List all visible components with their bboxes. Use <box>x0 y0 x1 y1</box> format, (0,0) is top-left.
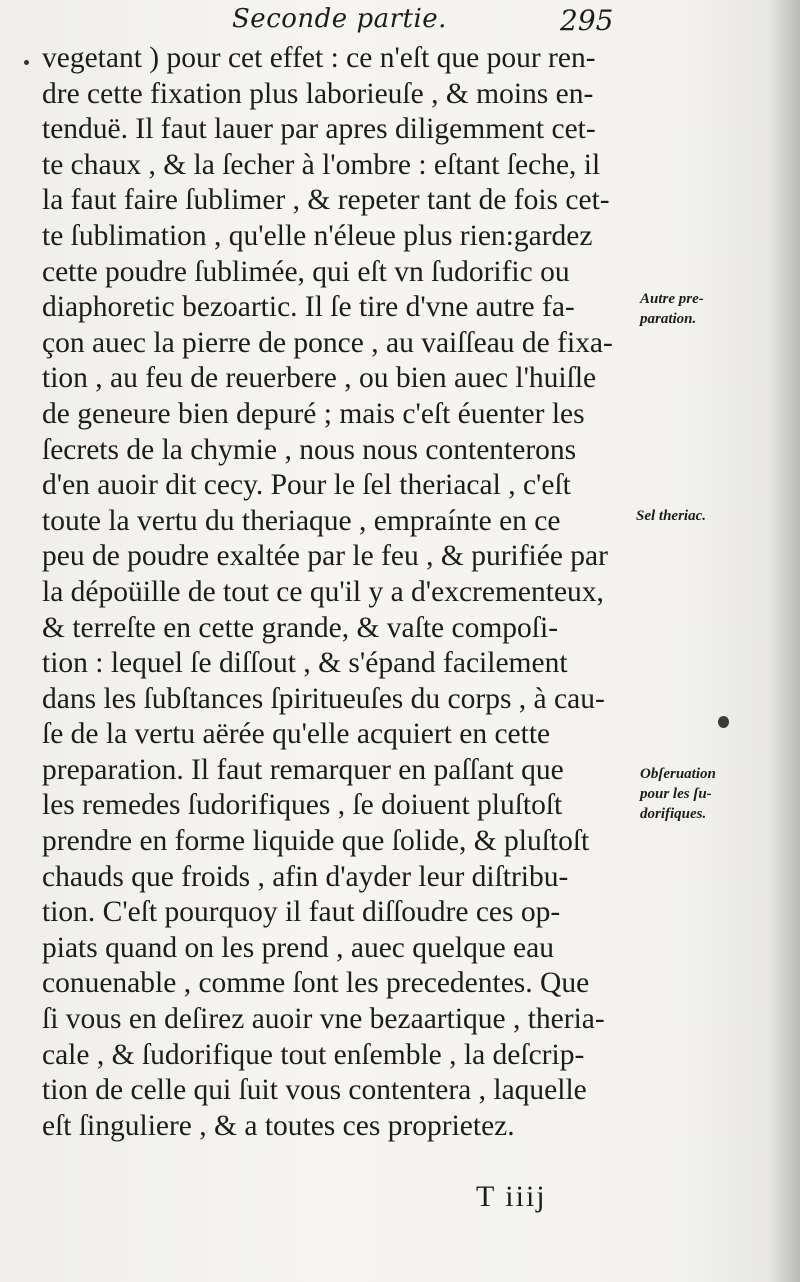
text-line: cette poudre ſublimée, qui eſt vn ſudorific ou <box>42 255 570 288</box>
text-line: te chaux , & la ſecher à l'ombre : eſtant ſeche, il <box>42 148 601 181</box>
margin-note-line: paration. <box>640 311 697 327</box>
margin-note-autre-preparation <box>640 289 704 329</box>
text-line: tenduë. Il faut lauer par apres diligemment cet- <box>42 113 596 146</box>
text-line: ſi vous en deſirez auoir vne bezaartique , theria- <box>42 1003 605 1036</box>
text-line: peu de poudre exaltée par le feu , & purifiée par <box>42 540 608 573</box>
text-line: vegetant ) pour cet effet : ce n'eſt que pour ren- <box>42 42 596 74</box>
text-line: ſe de la vertu aërée qu'elle acquiert en cette <box>42 718 551 751</box>
signature-mark: T iiij <box>476 1180 547 1213</box>
margin-note-line: Autre pre- <box>640 291 704 307</box>
text-line: dre cette fixation plus laborieuſe , & moins en- <box>42 77 594 110</box>
text-line: toute la vertu du theriaque , empraínte en ce <box>42 504 561 537</box>
text-line: chauds que froids , afin d'ayder leur diſtribu- <box>42 860 569 893</box>
text-line: tion de celle qui ſuit vous contentera , laquelle <box>42 1074 587 1107</box>
text-line: dans les ſubſtances ſpiritueuſes du corps , à cau- <box>42 682 605 715</box>
text-line: & terreſte en cette grande, & vaſte compoſi- <box>42 611 559 644</box>
text-line: çon auec la pierre de ponce , au vaiſſeau de fixa- <box>42 326 613 359</box>
text-line: tion , au feu de reuerbere , ou bien auec l'huiſle <box>42 362 597 395</box>
text-line: conuenable , comme ſont les precedentes. Que <box>42 967 590 1000</box>
text-line: te ſublimation , qu'elle n'éleue plus rien:gardez <box>42 219 593 252</box>
text-line: ſecrets de la chymie , nous nous contenterons <box>42 433 577 466</box>
text-line: cale , & ſudorifique tout enſemble , la deſcrip- <box>42 1038 585 1071</box>
main-text <box>42 41 642 1144</box>
ink-blot <box>718 716 729 728</box>
ink-mark <box>24 60 29 65</box>
margin-note-sel-theriac <box>636 506 706 526</box>
page-edge-shadow <box>768 0 800 1282</box>
text-line: d'en auoir dit cecy. Pour le ſel theriacal , c'eſt <box>42 469 571 502</box>
running-head: Seconde partie. <box>232 4 447 34</box>
text-line: eſt ſinguliere , & a toutes ces proprietez. <box>42 1109 515 1142</box>
text-line: les remedes ſudorifiques , ſe doiuent pluſtoſt <box>42 789 563 822</box>
text-line: piats quand on les prend , auec quelque eau <box>42 931 554 964</box>
margin-note-line: Obſeruation <box>640 766 716 782</box>
text-line: tion : lequel ſe diſſout , & s'épand facilement <box>42 647 568 680</box>
text-line: diaphoretic bezoartic. Il ſe tire d'vne autre fa- <box>42 291 575 324</box>
page-number: 295 <box>560 4 614 37</box>
text-line: la faut faire ſublimer , & repeter tant de fois cet- <box>42 184 610 217</box>
margin-note-line: Sel theriac. <box>636 508 706 524</box>
margin-note-line: dorifiques. <box>640 806 707 822</box>
margin-note-line: pour les ſu- <box>640 786 712 802</box>
text-line: la dépoüille de tout ce qu'il y a d'excrementeux, <box>42 575 604 608</box>
margin-note-observation <box>640 764 716 824</box>
text-line: prendre en forme liquide que ſolide, & pluſtoſt <box>42 825 590 858</box>
text-line: tion. C'eſt pourquoy il faut diſſoudre ces op- <box>42 896 561 929</box>
text-line: preparation. Il faut remarquer en paſſant que <box>42 753 564 786</box>
text-line: de geneure bien depuré ; mais c'eſt éuenter les <box>42 397 585 430</box>
page-header <box>0 2 800 40</box>
